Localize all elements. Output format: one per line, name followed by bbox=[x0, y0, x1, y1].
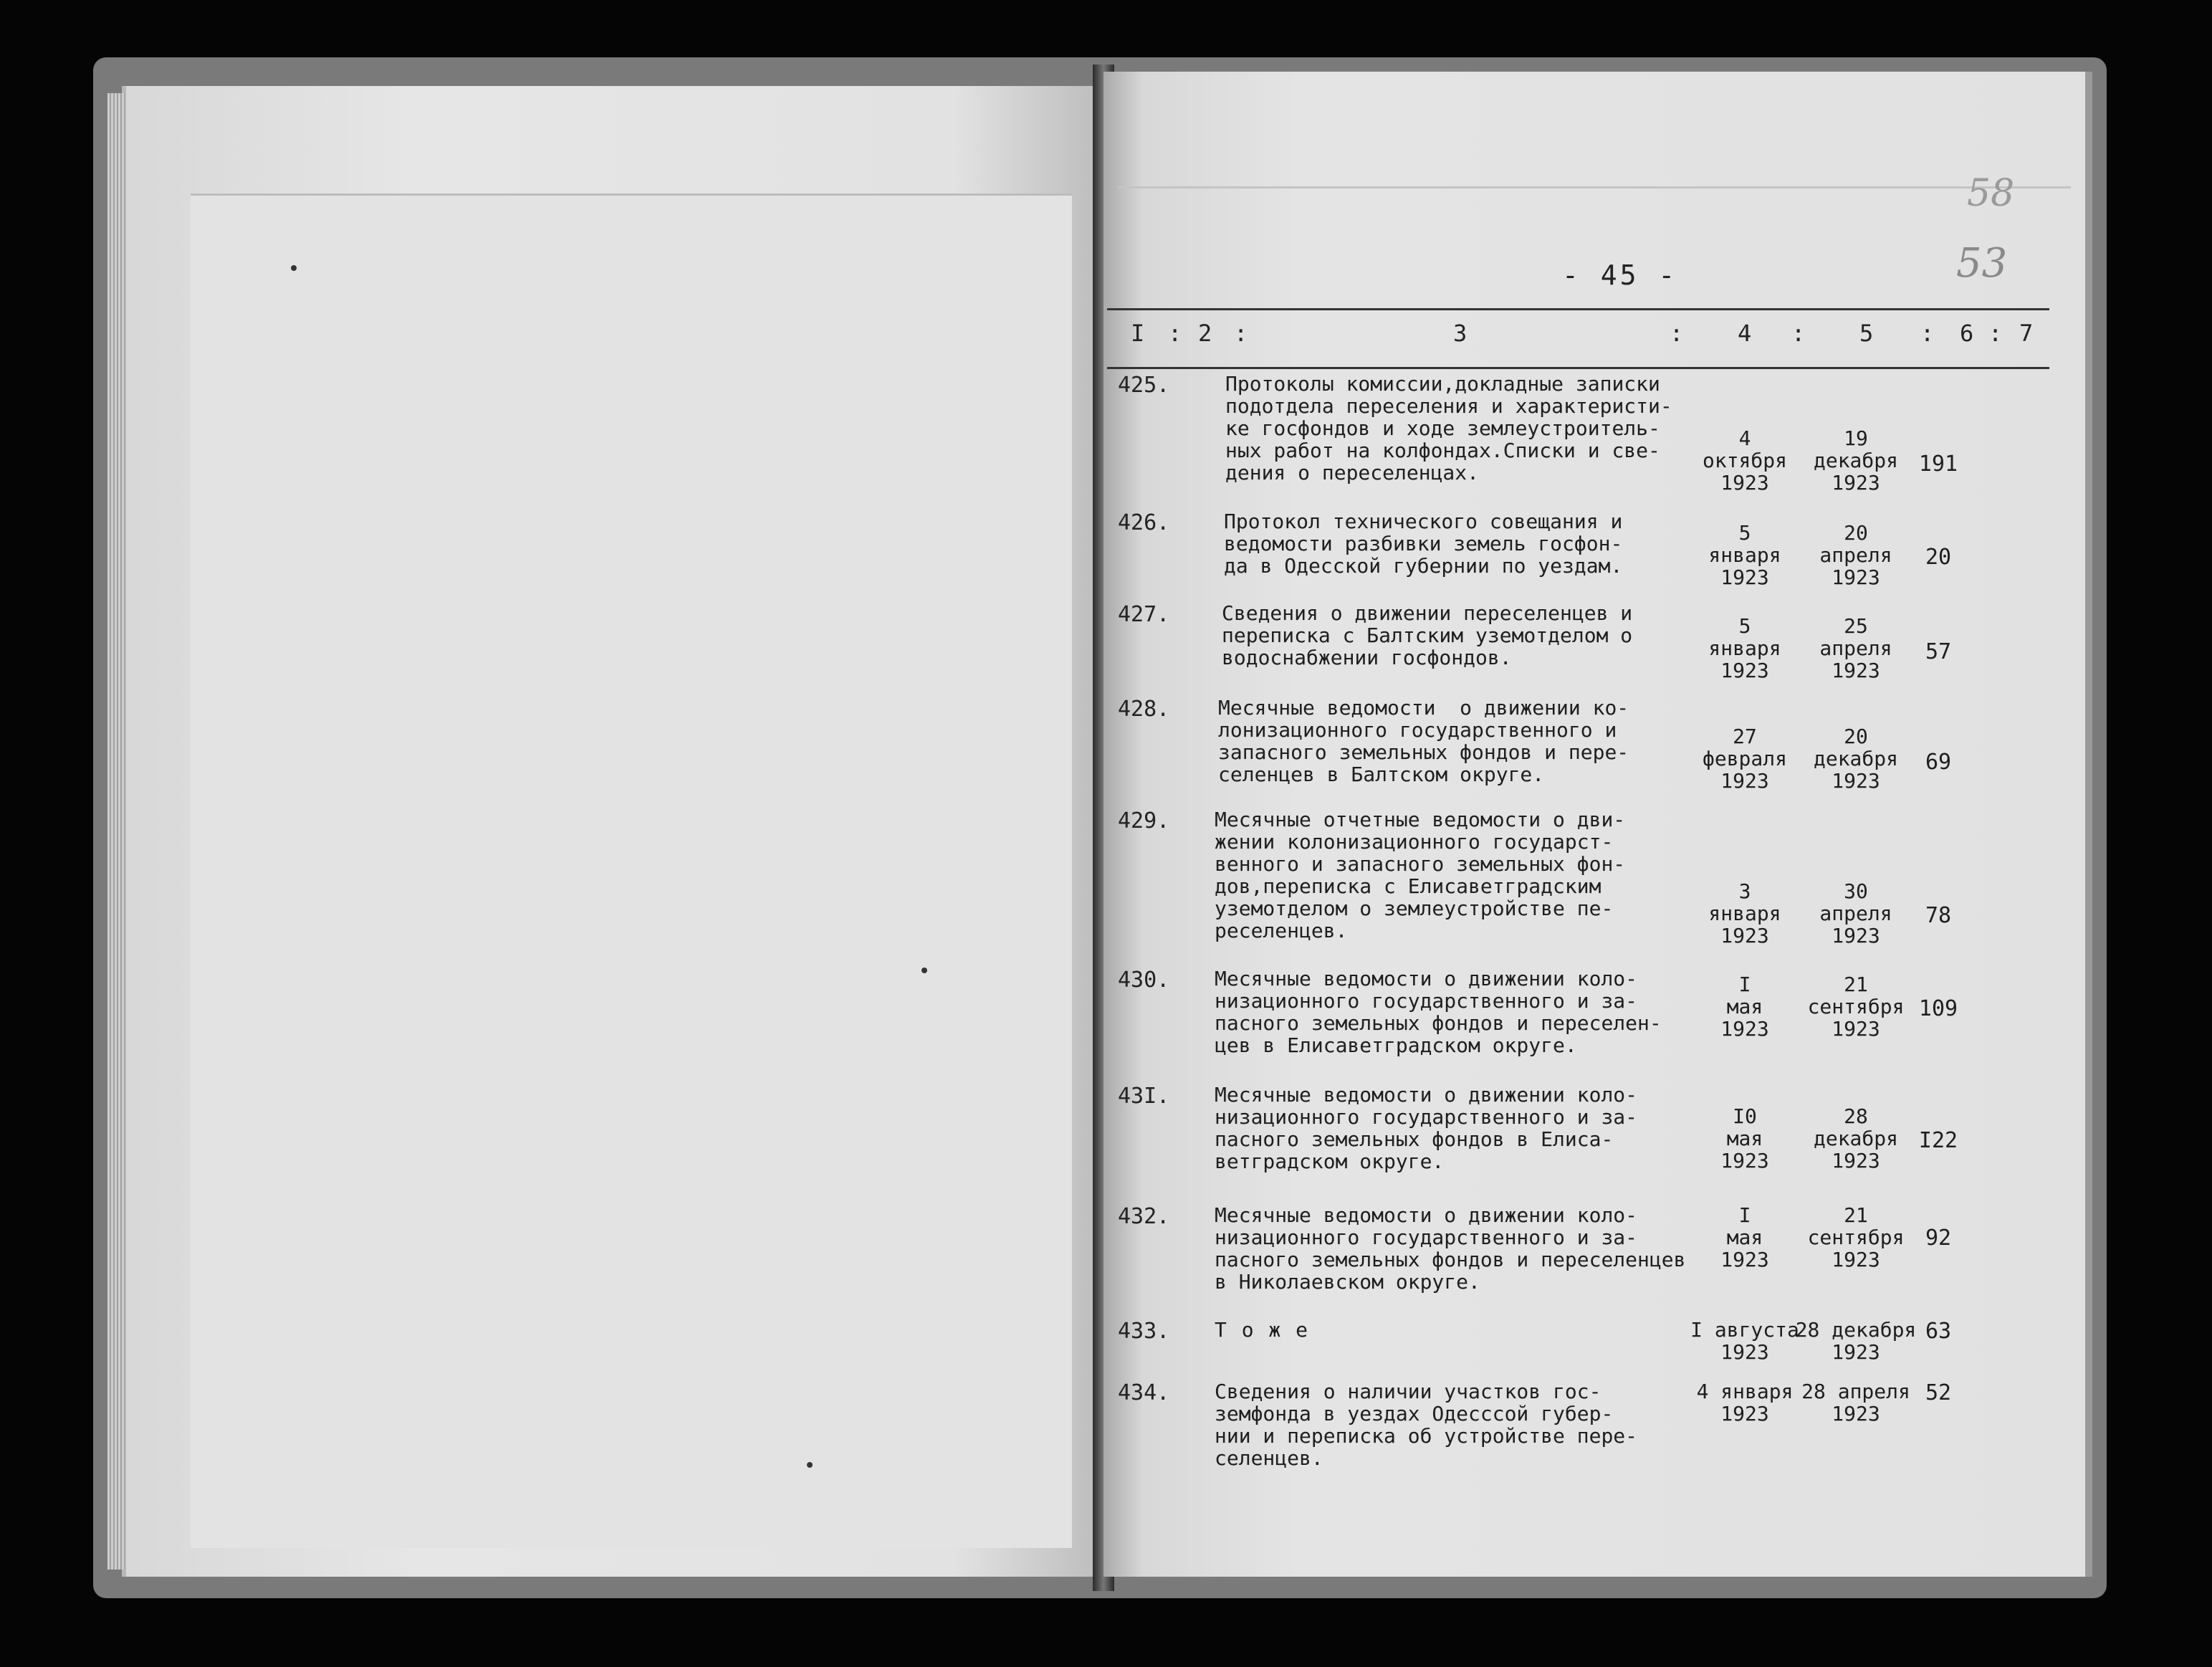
entry-end-date: 25 апреля 1923 bbox=[1819, 614, 1892, 682]
column-header: 6 bbox=[1960, 320, 1974, 347]
entry-start-date: 27 февраля 1923 bbox=[1702, 725, 1787, 793]
column-header: 7 bbox=[2019, 320, 2034, 347]
column-separator: : bbox=[1988, 320, 2003, 347]
column-separator: : bbox=[1670, 320, 1684, 347]
entry-description: Месячные ведомости о движении коло- низационного государственного и за- пасного земельных фондов в Елиса- ветградском округе. bbox=[1215, 1083, 1638, 1173]
entry-end-date: 21 сентября 1923 bbox=[1807, 973, 1905, 1041]
entry-description: Т о ж е bbox=[1215, 1318, 1310, 1342]
entry-sheet-count: 191 bbox=[1918, 452, 1958, 477]
entry-start-date: 4 января 1923 bbox=[1696, 1380, 1794, 1425]
column-separator: : bbox=[1234, 320, 1248, 347]
entry-number: 426. bbox=[1118, 510, 1170, 535]
entry-sheet-count: 78 bbox=[1925, 903, 1952, 928]
page-stack-edge bbox=[107, 93, 125, 1570]
entry-number: 427. bbox=[1118, 602, 1170, 627]
entry-sheet-count: I22 bbox=[1918, 1128, 1958, 1153]
entry-end-date: 28 апреля 1923 bbox=[1801, 1380, 1910, 1425]
entry-sheet-count: 69 bbox=[1925, 750, 1952, 775]
entry-number: 425. bbox=[1118, 373, 1170, 398]
column-header: I bbox=[1131, 320, 1145, 347]
entry-number: 432. bbox=[1118, 1204, 1170, 1229]
paper-speck bbox=[291, 265, 297, 271]
entry-sheet-count: 20 bbox=[1925, 545, 1952, 570]
entry-end-date: 20 апреля 1923 bbox=[1819, 521, 1892, 589]
entry-description: Сведения о наличии участков гос- земфонда в уездах Одесссой губер- нии и переписка об устройстве пере- селенцев. bbox=[1215, 1380, 1638, 1470]
left-page bbox=[122, 86, 1101, 1577]
column-header: 3 bbox=[1453, 320, 1468, 347]
column-header: 5 bbox=[1859, 320, 1874, 347]
entry-description: Месячные ведомости о движении ко- лонизационного государственного и запасного земельных фондов и пере- селенцев в Балтском округе. bbox=[1218, 696, 1629, 786]
entry-description: Месячные отчетные ведомости о дви- жении колонизационного государст- венного и запасного земельных фон- дов,переписка с Елисаветградским уземотделом о землеустройстве пе- реселенцев. bbox=[1215, 808, 1626, 942]
entry-start-date: I мая 1923 bbox=[1720, 973, 1769, 1041]
entry-start-date: 5 января 1923 bbox=[1708, 521, 1781, 589]
entry-description: Сведения о движении переселенцев и переписка с Балтским уземотделом о водоснабжении госфондов. bbox=[1222, 601, 1633, 669]
upper-sheet-edge bbox=[1118, 86, 2071, 188]
entry-end-date: 30 апреля 1923 bbox=[1819, 879, 1892, 947]
column-header: 4 bbox=[1738, 320, 1752, 347]
header-bottom-rule bbox=[1107, 367, 2049, 369]
entry-sheet-count: 57 bbox=[1925, 639, 1952, 664]
entry-sheet-count: 52 bbox=[1925, 1380, 1952, 1405]
entry-description: Протокол технического совещания и ведомости разбивки земель госфон- да в Одесской губернии по уездам. bbox=[1224, 510, 1623, 578]
entry-start-date: I мая 1923 bbox=[1720, 1203, 1769, 1271]
entry-start-date: 3 января 1923 bbox=[1708, 879, 1781, 947]
column-separator: : bbox=[1791, 320, 1806, 347]
entry-start-date: 5 января 1923 bbox=[1708, 614, 1781, 682]
entry-end-date: 28 декабря 1923 bbox=[1795, 1318, 1917, 1364]
column-header: 2 bbox=[1198, 320, 1212, 347]
entry-number: 429. bbox=[1118, 808, 1170, 834]
entry-number: 434. bbox=[1118, 1380, 1170, 1405]
column-separator: : bbox=[1168, 320, 1182, 347]
entry-start-date: 4 октября 1923 bbox=[1702, 426, 1787, 495]
entry-description: Месячные ведомости о движении коло- низационного государственного и за- пасного земельных фондов и переселен- цев в Елисаветградском округе. bbox=[1215, 967, 1662, 1057]
old-folio-number: 58 bbox=[1967, 172, 2015, 215]
column-separator: : bbox=[1920, 320, 1935, 347]
entry-sheet-count: 109 bbox=[1918, 996, 1958, 1021]
entry-number: 43I. bbox=[1118, 1084, 1170, 1109]
entry-number: 430. bbox=[1118, 968, 1170, 993]
entry-sheet-count: 92 bbox=[1925, 1226, 1952, 1251]
header-top-rule bbox=[1107, 308, 2049, 310]
blank-sheet bbox=[191, 194, 1072, 1548]
entry-start-date: I0 мая 1923 bbox=[1720, 1104, 1769, 1172]
entry-sheet-count: 63 bbox=[1925, 1319, 1952, 1344]
entry-end-date: 19 декабря 1923 bbox=[1813, 426, 1898, 495]
entry-end-date: 21 сентября 1923 bbox=[1807, 1203, 1905, 1271]
paper-speck bbox=[807, 1462, 813, 1468]
entry-description: Месячные ведомости о движении коло- низационного государственного и за- пасного земельных фондов и переселенцев в Николаевском округе. bbox=[1215, 1203, 1686, 1294]
entry-number: 428. bbox=[1118, 697, 1170, 722]
paper-speck bbox=[921, 968, 927, 973]
entry-description: Протоколы комиссии,докладные записки подотдела переселения и характеристи- ке госфондов и ходе землеустроитель- ных работ на колфондах.Списки и све- дения о переселенцах. bbox=[1225, 372, 1672, 484]
entry-number: 433. bbox=[1118, 1319, 1170, 1344]
entry-start-date: I августа 1923 bbox=[1690, 1318, 1799, 1364]
entry-end-date: 20 декабря 1923 bbox=[1813, 725, 1898, 793]
page-number: - 45 - bbox=[1562, 259, 1678, 291]
folio-number: 53 bbox=[1956, 240, 2008, 287]
entry-end-date: 28 декабря 1923 bbox=[1813, 1104, 1898, 1172]
